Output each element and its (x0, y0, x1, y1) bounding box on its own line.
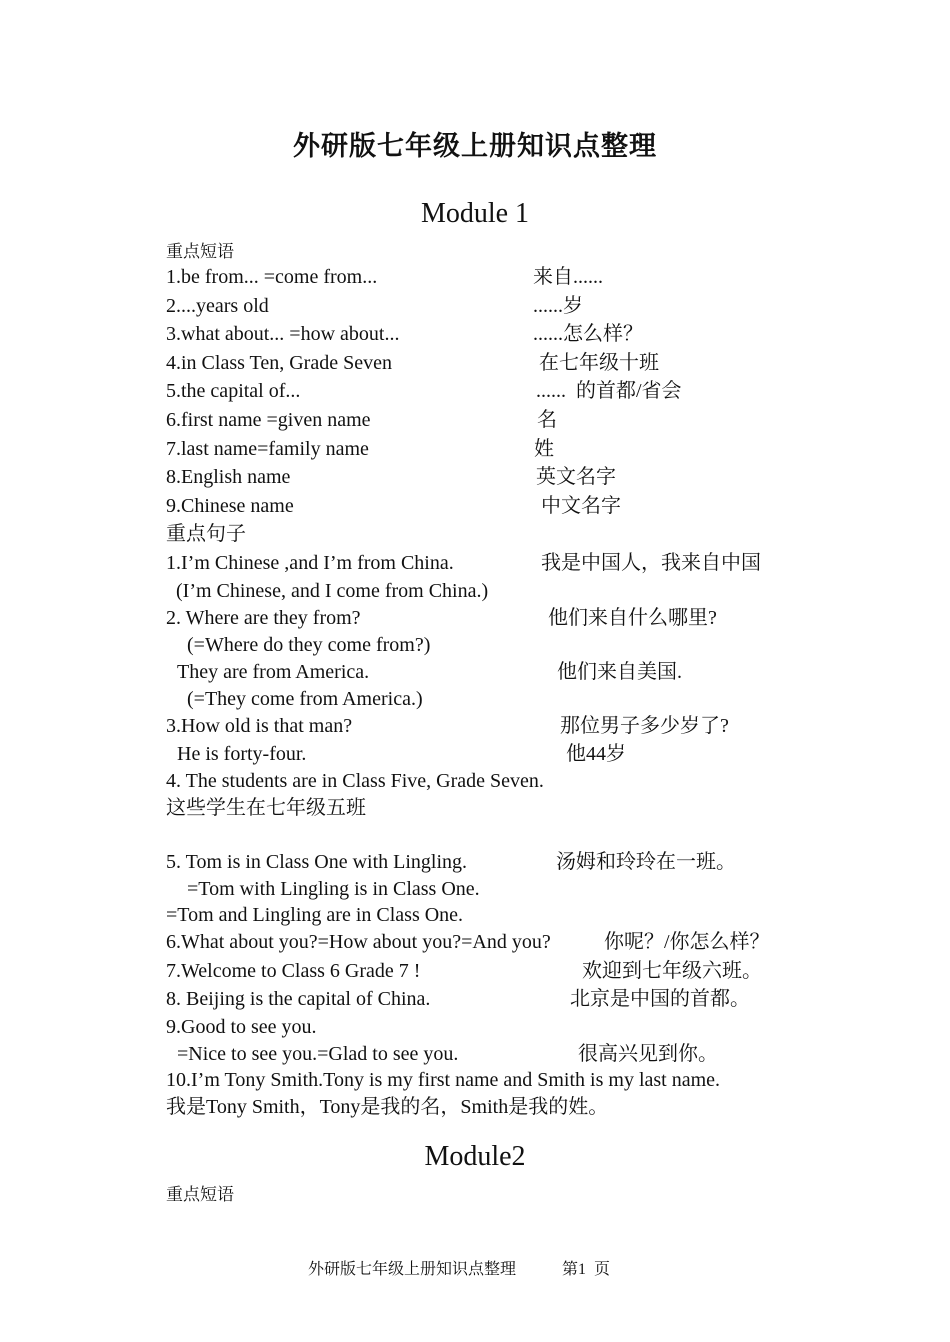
sentence-zh: 他们来自美国. (557, 661, 682, 683)
sentence-zh: 我是Tony Smith，Tony是我的名，Smith是我的姓。 (166, 1096, 609, 1118)
sentence-zh: 北京是中国的首都。 (570, 988, 750, 1010)
phrase-zh: 名 (537, 409, 557, 431)
phrase-en: 8.English name (166, 466, 291, 488)
sentence-en: =Tom with Lingling is in Class One. (187, 878, 480, 900)
phrase-zh: ......岁 (533, 295, 583, 317)
phrase-zh: 来自...... (533, 266, 603, 288)
footer-title: 外研版七年级上册知识点整理 (308, 1261, 517, 1278)
sentence-en: =Nice to see you.=Glad to see you. (177, 1043, 459, 1065)
page-footer (308, 1256, 610, 1279)
phrase-zh: 英文名字 (536, 466, 616, 488)
sentence-en: 7.Welcome to Class 6 Grade 7 ! (166, 960, 421, 982)
phrase-en: 5.the capital of... (166, 380, 301, 402)
sentence-en: 6.What about you?=How about you?=And you? (166, 931, 551, 953)
sentence-en: =Tom and Lingling are in Class One. (166, 904, 464, 926)
sentence-en: 10.I’m Tony Smith.Tony is my first name and Smith is my last name. (166, 1069, 721, 1091)
sentence-zh: 我是中国人，我来自中国 (541, 552, 761, 574)
sentence-en: 3.How old is that man? (166, 715, 353, 737)
document-title: 外研版七年级上册知识点整理 (293, 131, 657, 161)
sentence-en: 4. The students are in Class Five, Grade Seven. (166, 770, 544, 792)
sentence-zh: 他们来自什么哪里? (548, 607, 717, 629)
phrase-zh: ......怎么样？ (533, 323, 643, 345)
phrases-label: 重点短语 (166, 242, 234, 261)
sentence-en: 9.Good to see you. (166, 1016, 317, 1038)
sentence-en: They are from America. (177, 661, 370, 683)
sentence-zh: 欢迎到七年级六班。 (582, 960, 762, 982)
phrase-zh: 中文名字 (541, 495, 621, 517)
sentence-en: He is forty-four. (177, 743, 307, 765)
sentence-zh: 汤姆和玲玲在一班。 (556, 851, 736, 873)
sentence-en: 8. Beijing is the capital of China. (166, 988, 431, 1010)
phrase-en: 9.Chinese name (166, 495, 294, 517)
phrase-zh: ...... 的首都/省会 (536, 380, 682, 402)
phrase-en: 7.last name=family name (166, 438, 369, 460)
sentence-zh: 这些学生在七年级五班 (166, 797, 366, 819)
phrase-zh: 姓 (534, 438, 554, 460)
page-number: 第1 页 (562, 1261, 611, 1278)
sentence-zh: 你呢？/你怎么样？ (604, 931, 770, 953)
sentences-label: 重点句子 (166, 523, 246, 545)
phrase-en: 3.what about... =how about... (166, 323, 400, 345)
phrase-zh: 在七年级十班 (539, 352, 659, 374)
phrase-en: 1.be from... =come from... (166, 266, 378, 288)
sentence-en: 5. Tom is in Class One with Lingling. (166, 851, 468, 873)
sentence-zh: 他44岁 (566, 743, 626, 765)
phrase-en: 4.in Class Ten, Grade Seven (166, 352, 392, 374)
phrase-en: 2....years old (166, 295, 269, 317)
phrases-label: 重点短语 (166, 1185, 234, 1204)
sentence-en: (=Where do they come from?) (187, 634, 431, 656)
sentence-en: (I’m Chinese, and I come from China.) (176, 580, 489, 602)
module-1-heading: Module 1 (420, 198, 530, 229)
sentence-zh: 很高兴见到你。 (578, 1043, 718, 1065)
sentence-en: 1.I’m Chinese ,and I’m from China. (166, 552, 454, 574)
sentence-en: 2. Where are they from? (166, 607, 361, 629)
sentence-zh: 那位男子多少岁了? (560, 715, 729, 737)
phrase-en: 6.first name =given name (166, 409, 371, 431)
sentence-en: (=They come from America.) (187, 688, 423, 710)
module-2-heading: Module2 (424, 1141, 526, 1172)
